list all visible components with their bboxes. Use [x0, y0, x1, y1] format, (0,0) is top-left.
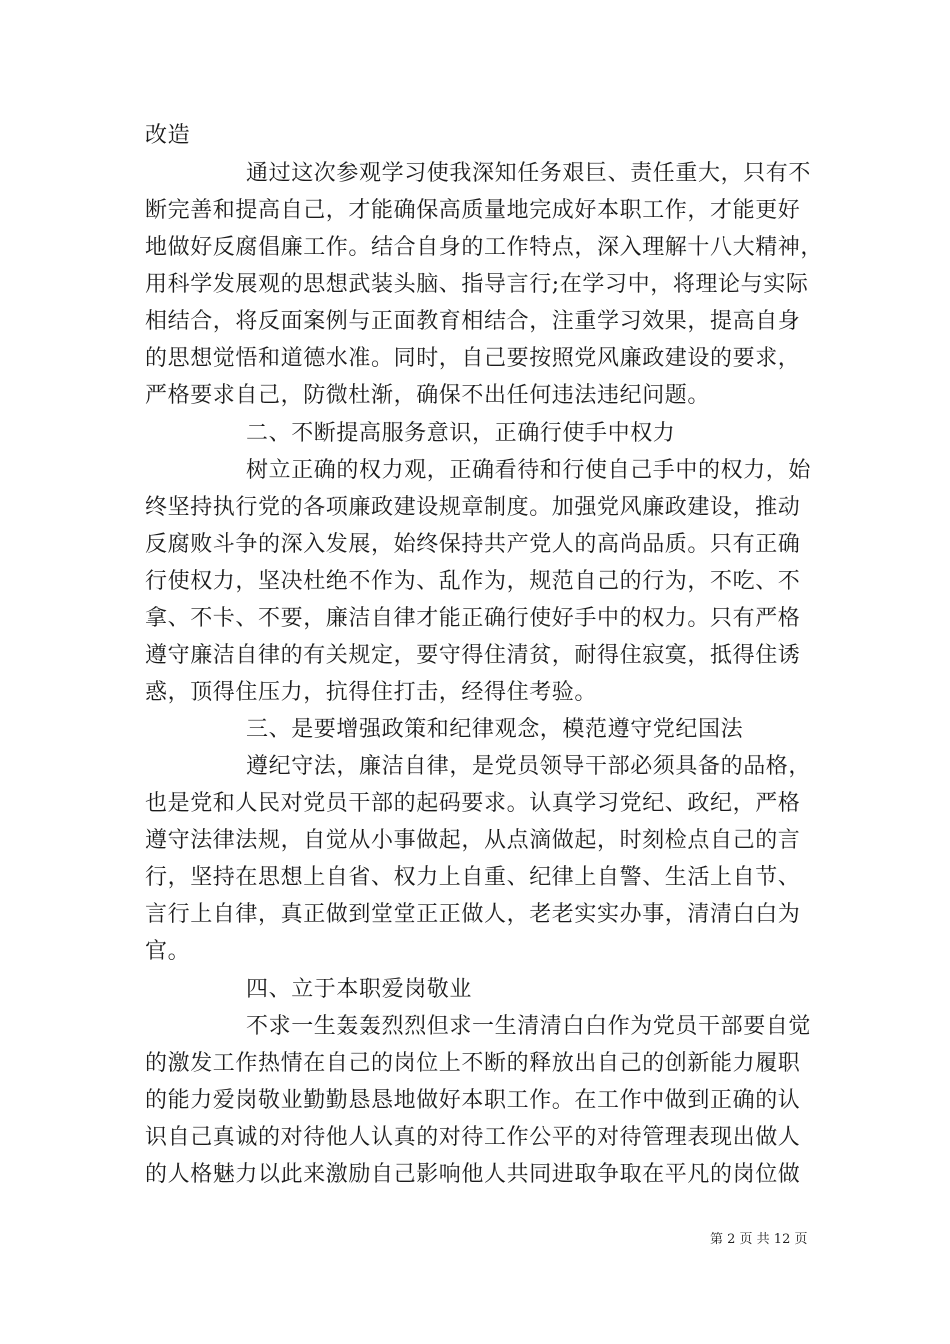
paragraph-first-line: 遵纪守法，廉洁自律，是党员领导干部必须具备的品格， — [246, 754, 812, 779]
text-line: 言行上自律，真正做到堂堂正正做人，老老实实办事，清清白白为 — [145, 902, 801, 927]
text-line: 也是党和人民对党员干部的起码要求。认真学习党纪、政纪，严格 — [145, 791, 801, 816]
paragraph-first-line: 树立正确的权力观，正确看待和行使自己手中的权力，始 — [246, 458, 812, 483]
text-line: 地做好反腐倡廉工作。结合自身的工作特点，深入理解十八大精神， — [145, 235, 824, 260]
section-heading-4: 四、立于本职爱岗敬业 — [246, 977, 473, 1002]
text-line: 官。 — [145, 939, 191, 964]
text-line: 断完善和提高自己，才能确保高质量地完成好本职工作，才能更好 — [145, 198, 801, 223]
text-line: 识自己真诚的对待他人认真的对待工作公平的对待管理表现出做人 — [145, 1125, 801, 1150]
section-heading-2: 二、不断提高服务意识，正确行使手中权力 — [246, 421, 676, 446]
text-line: 行使权力，坚决杜绝不作为、乱作为，规范自己的行为，不吃、不 — [145, 569, 801, 594]
text-line: 改造 — [145, 123, 191, 148]
paragraph-first-line: 不求一生轰轰烈烈但求一生清清白白作为党员干部要自觉 — [246, 1014, 812, 1039]
text-line: 的能力爱岗敬业勤勤恳恳地做好本职工作。在工作中做到正确的认 — [145, 1088, 801, 1113]
text-line: 拿、不卡、不要，廉洁自律才能正确行使好手中的权力。只有严格 — [145, 606, 801, 631]
text-line: 遵守法律法规，自觉从小事做起，从点滴做起，时刻检点自己的言 — [145, 828, 801, 853]
text-line: 严格要求自己，防微杜渐，确保不出任何违法违纪问题。 — [145, 383, 711, 408]
text-line: 的思想觉悟和道德水准。同时，自己要按照党风廉政建设的要求， — [145, 346, 801, 371]
text-line: 遵守廉洁自律的有关规定，要守得住清贫，耐得住寂寞，抵得住诱 — [145, 643, 801, 668]
text-line: 相结合，将反面案例与正面教育相结合，注重学习效果，提高自身 — [145, 309, 801, 334]
text-line: 用科学发展观的思想武装头脑、指导言行;在学习中，将理论与实际 — [145, 272, 809, 297]
text-line: 惑，顶得住压力，抗得住打击，经得住考验。 — [145, 680, 598, 705]
text-line: 的激发工作热情在自己的岗位上不断的释放出自己的创新能力履职 — [145, 1051, 801, 1076]
section-heading-3: 三、是要增强政策和纪律观念，模范遵守党纪国法 — [246, 717, 744, 742]
page-number-footer: 第 2 页 共 12 页 — [710, 1232, 808, 1247]
text-line: 反腐败斗争的深入发展，始终保持共产党人的高尚品质。只有正确 — [145, 532, 801, 557]
text-line: 终坚持执行党的各项廉政建设规章制度。加强党风廉政建设，推动 — [145, 495, 801, 520]
paragraph-first-line: 通过这次参观学习使我深知任务艰巨、责任重大，只有不 — [246, 161, 812, 186]
text-line: 的人格魅力以此来激励自己影响他人共同进取争取在平凡的岗位做 — [145, 1162, 801, 1187]
text-line: 行，坚持在思想上自省、权力上自重、纪律上自警、生活上自节、 — [145, 865, 801, 890]
